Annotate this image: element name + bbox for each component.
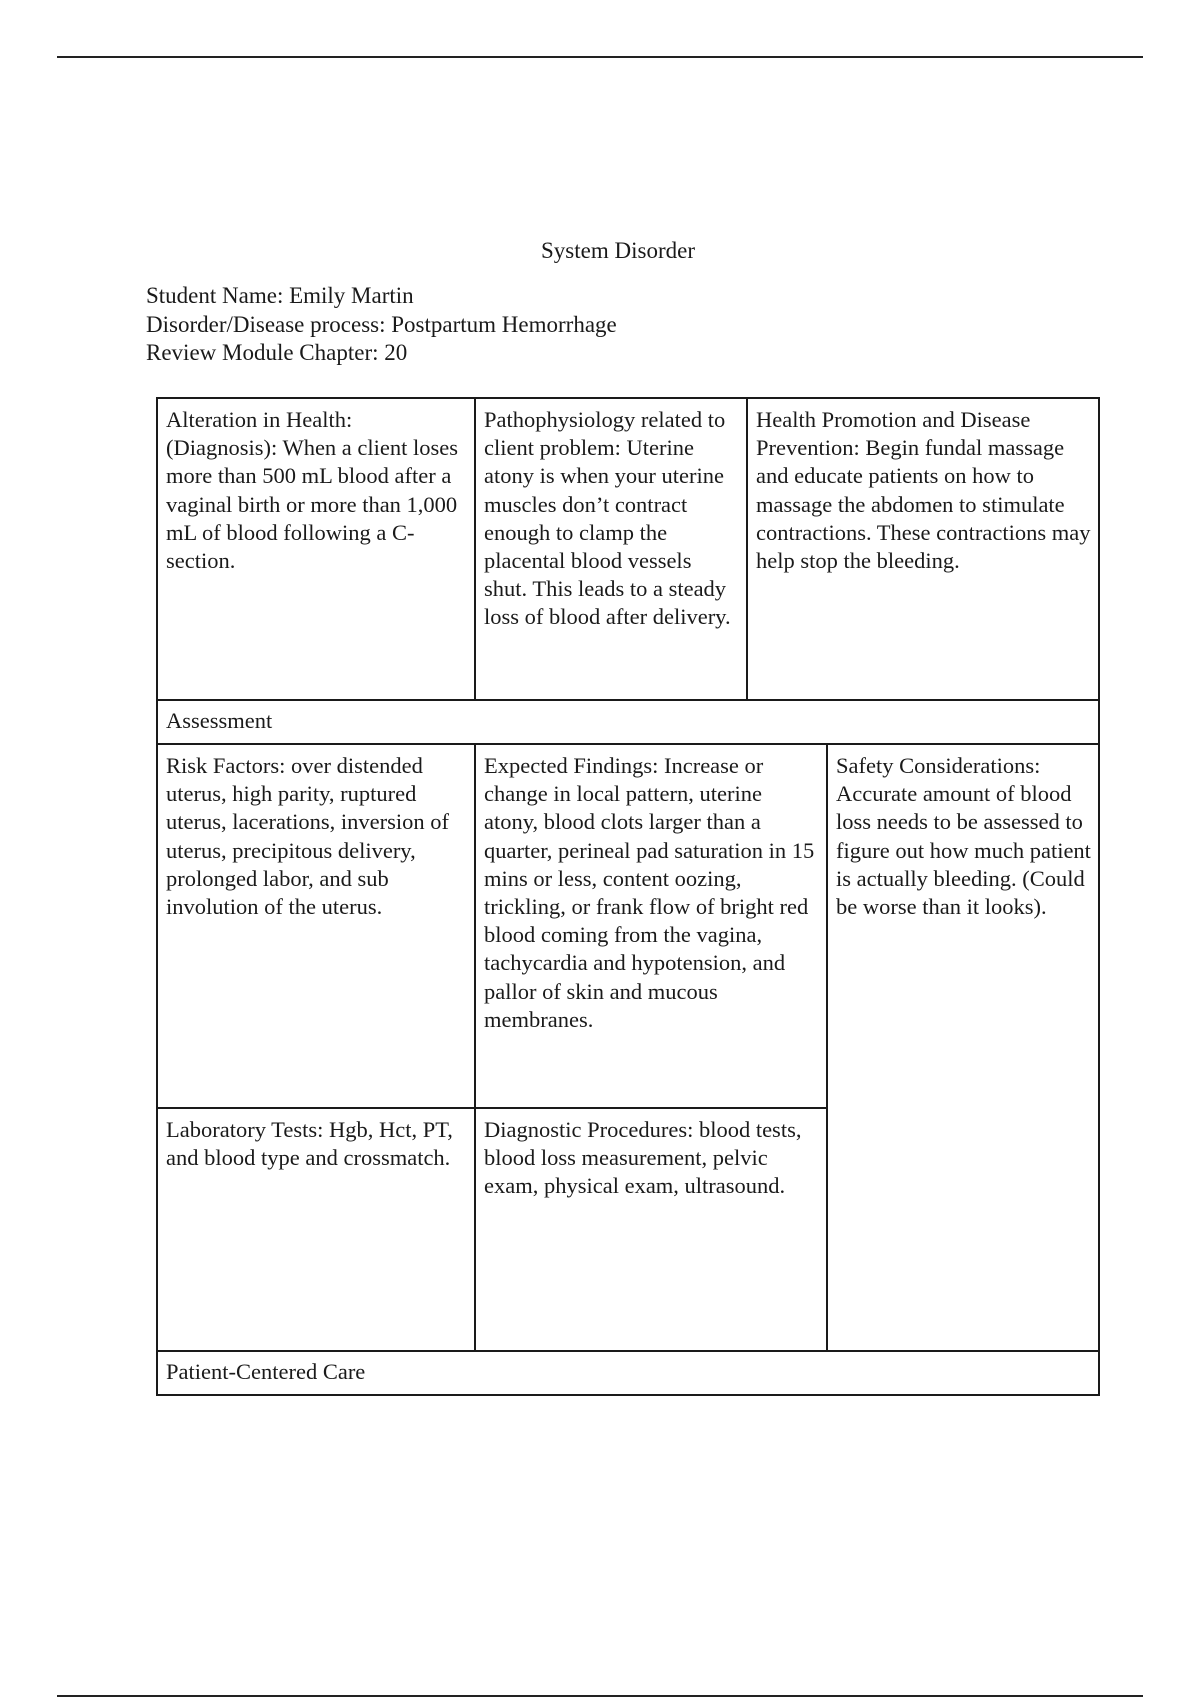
patient-centered-care-header: Patient-Centered Care: [166, 1359, 366, 1384]
alteration-in-health-cell: [156, 397, 476, 701]
laboratory-tests-cell: [156, 1107, 476, 1352]
header-rule: [57, 56, 1143, 58]
health-promotion-cell: [746, 397, 1100, 701]
laboratory-tests-text: Laboratory Tests: Hgb, Hct, PT, and blood type and crossmatch.: [166, 1117, 453, 1171]
alteration-in-health-text: Alteration in Health: (Diagnosis): When a client loses more than 500 mL blood after a vaginal birth or more than 1,000 mL of blood following a C-section.: [166, 407, 459, 574]
student-info: [146, 282, 617, 368]
student-name: Student Name: Emily Martin: [146, 283, 414, 308]
expected-findings-text: Expected Findings: Increase or change in local pattern, uterine atony, blood clots larger than a quarter, perineal pad saturation in 15 mins or less, content oozing, trickling, or frank flow of bright red blood coming from the vagina, tachycardia and hypotension, and pallor of skin and mucous membranes.: [484, 753, 815, 1032]
health-promotion-text: Health Promotion and Disease Prevention: Begin fundal massage and educate patients on how to massage the abdomen to stimulate contractions. These contractions may help stop the bleeding.: [756, 407, 1091, 574]
assessment-header: Assessment: [166, 708, 273, 733]
safety-considerations-text: Safety Considerations: Accurate amount of blood loss needs to be assessed to figure out how much patient is actually bleeding. (Could be worse than it looks).: [836, 753, 1091, 920]
assessment-header-cell: [156, 699, 1100, 745]
review-module-chapter: Review Module Chapter: 20: [146, 340, 408, 365]
disorder-process: Disorder/Disease process: Postpartum Hemorrhage: [146, 311, 617, 337]
pathophysiology-text: Pathophysiology related to client problem: Uterine atony is when your uterine muscles don’t contract enough to clamp the placental blood vessels shut. This leads to a steady loss of blood after delivery.: [484, 407, 731, 630]
page-title: System Disorder: [541, 238, 695, 263]
diagnostic-procedures-cell: [474, 1107, 828, 1352]
footer-rule: [57, 1695, 1143, 1697]
risk-factors-text: Risk Factors: over distended uterus, high parity, ruptured uterus, lacerations, inversion of uterus, precipitous delivery, prolonged labor, and sub involution of the uterus.: [166, 753, 450, 920]
risk-factors-cell: [156, 743, 476, 1109]
expected-findings-cell: [474, 743, 828, 1109]
safety-considerations-cell: [826, 743, 1100, 1352]
patient-centered-care-header-cell: [156, 1350, 1100, 1396]
pathophysiology-cell: [474, 397, 748, 701]
diagnostic-procedures-text: Diagnostic Procedures: blood tests, blood loss measurement, pelvic exam, physical exam, ultrasound.: [484, 1117, 802, 1199]
